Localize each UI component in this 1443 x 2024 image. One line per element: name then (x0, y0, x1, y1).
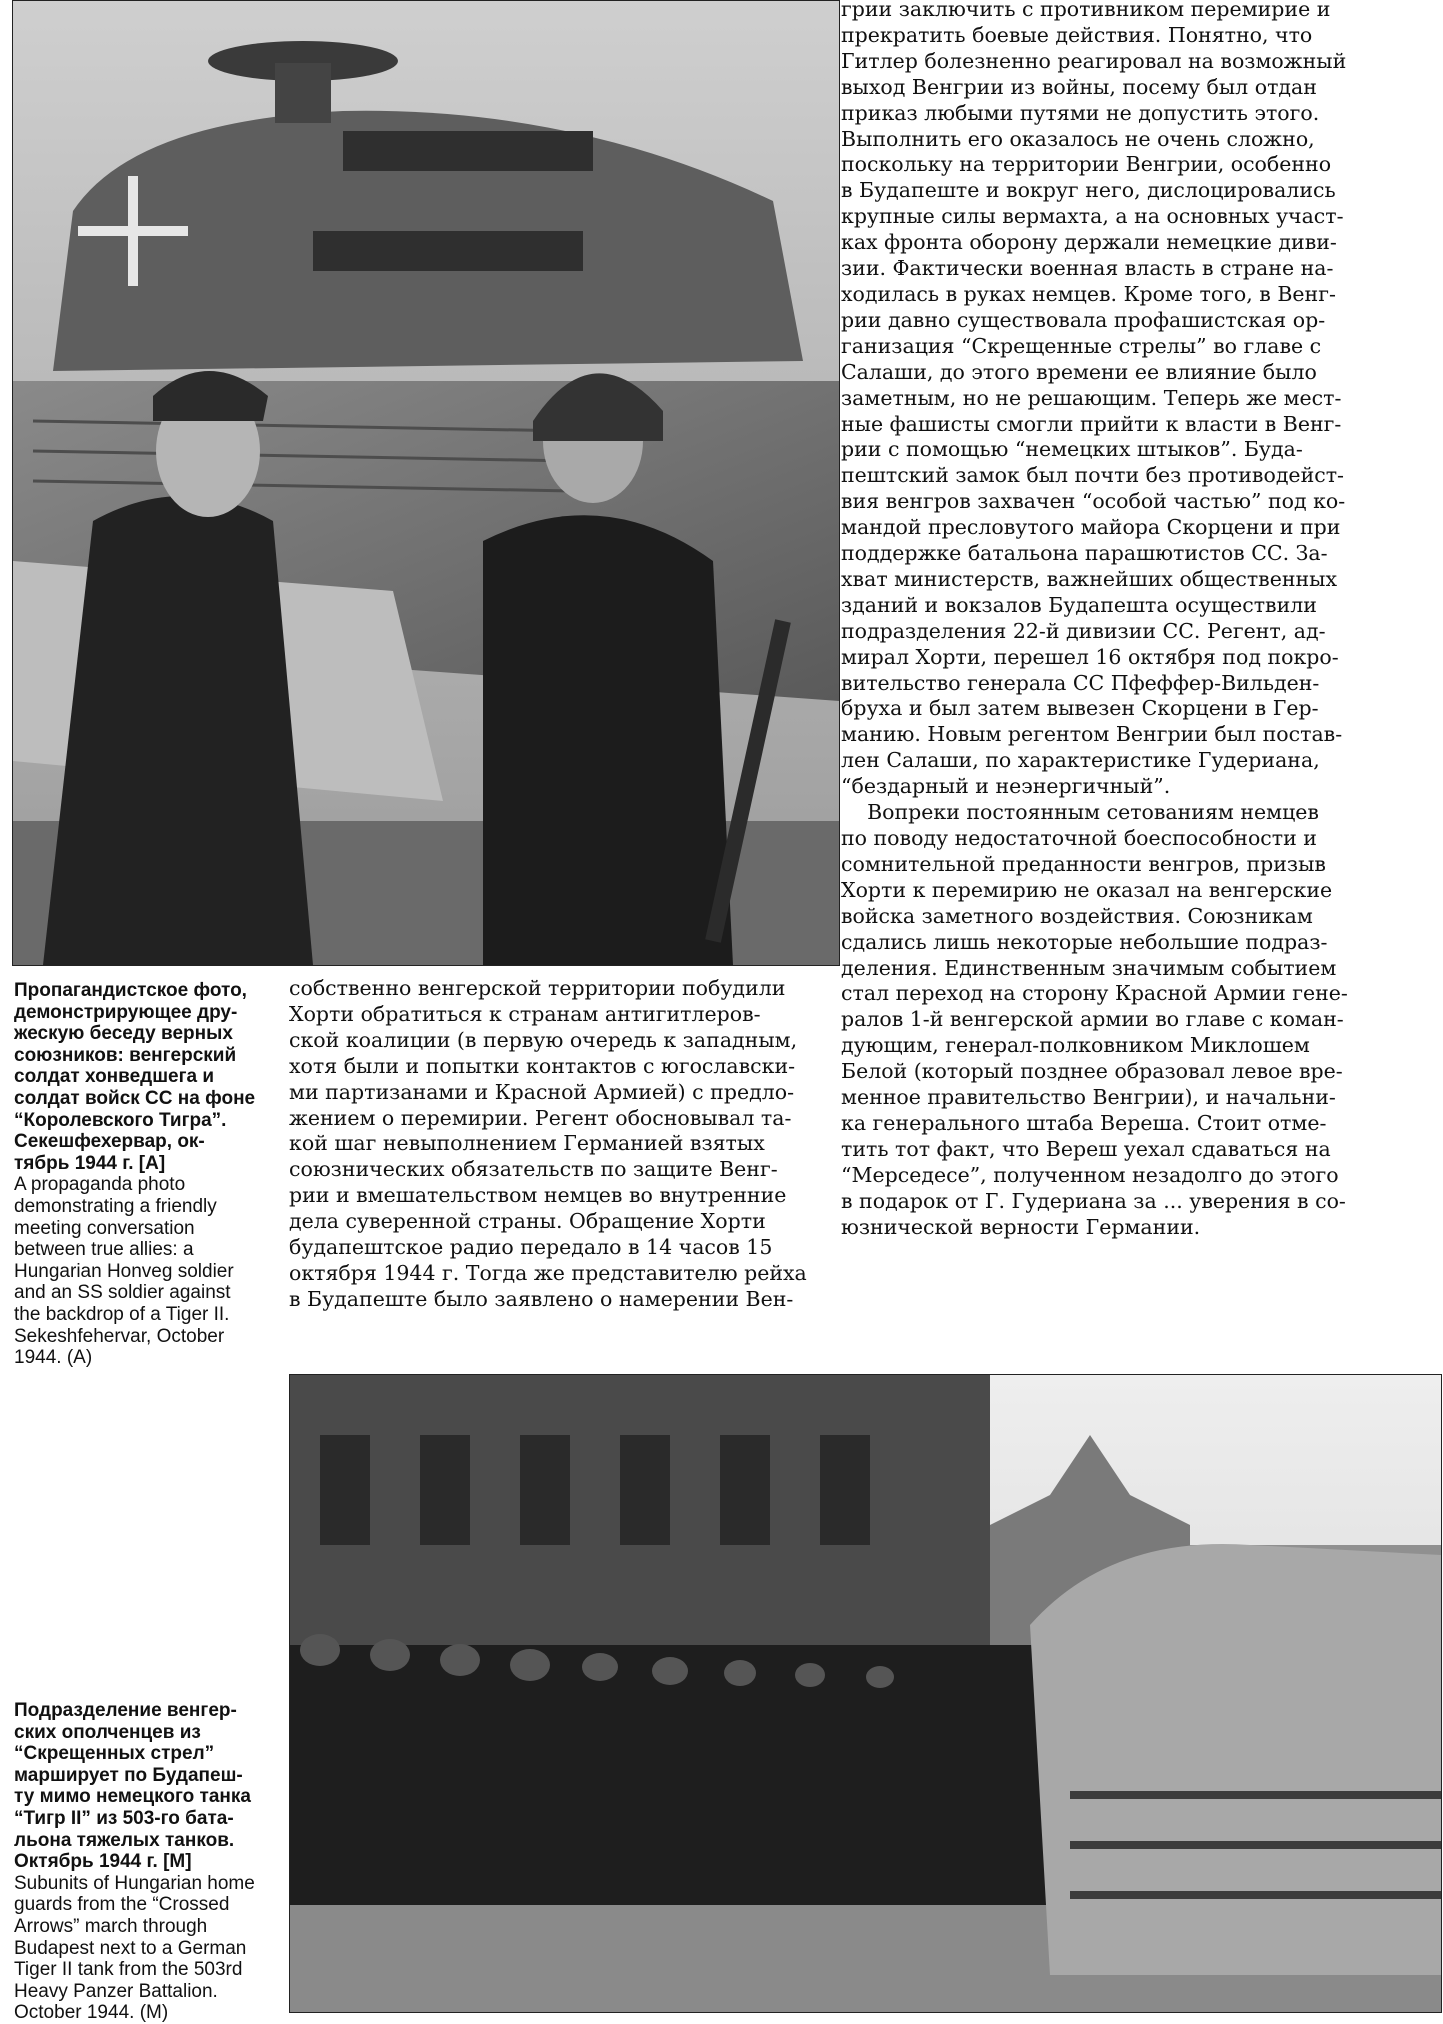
text-line: прекратить боевые действия. Понятно, что (841, 22, 1313, 47)
caption-russian: Пропагандистское фото, демонстрирующее дру- жескую беседу верных союзников: венгерский солдат хонведшега и солдат войск СС на фоне “Королевского Тигра”. Секешфехервар, ок- тябрь 1944 г. [A] (14, 980, 256, 1174)
text-line: сомнительной преданности венгров, призыв (841, 851, 1326, 876)
text-line: в Будапеште и вокруг него, дислоцировались (841, 178, 1336, 203)
text-line: вительство генерала СС Пфеффер-Вильден- (841, 670, 1320, 695)
text-line: стал переход на сторону Красной Армии гене- (841, 981, 1348, 1006)
text-line: бруха и был затем вывезен Скорцени в Гер- (841, 696, 1319, 721)
text-line: лен Салаши, по характеристике Гудериана, (841, 748, 1320, 773)
text-line: рии давно существовала профашистская ор- (841, 307, 1326, 332)
text-line: Выполнить его оказалось не очень сложно, (841, 126, 1315, 151)
caption-russian: Подразделение венгер- ских ополченцев из “Скрещенных стрел” марширует по Будапеш- ту мимо немецкого танка “Тигр II” из 503-го бата- льона тяжелых танков. Октябрь 1944 г. [M] (14, 1700, 251, 1873)
text-line: мандой пресловутого майора Скорцени и при (841, 515, 1341, 540)
text-line: октября 1944 г. Тогда же представителю рейха (289, 1260, 807, 1285)
text-line: войска заметного воздействия. Союзникам (841, 903, 1313, 928)
text-line: заметным, но не решающим. Теперь же мест- (841, 385, 1342, 410)
text-line: рии с помощью “немецких штыков”. Буда- (841, 437, 1303, 462)
text-line: Белой (который позднее образовал левое вре- (841, 1059, 1343, 1084)
photo-budapest-march-image (290, 1375, 1441, 2012)
text-line: приказ любыми путями не допустить этого. (841, 100, 1320, 125)
text-line: хват министерств, важнейших общественных (841, 566, 1338, 591)
text-line: рии и вмешательством немцев во внутренние (289, 1183, 787, 1208)
photo-caption-bottom (14, 1700, 276, 2024)
text-line: собственно венгерской территории побудили (289, 976, 786, 1000)
text-line: зданий и вокзалов Будапешта осуществили (841, 592, 1317, 617)
text-line: ми партизанами и Красной Армией) с предло- (289, 1079, 795, 1104)
text-line: ходилась в руках немцев. Кроме того, в Венг- (841, 281, 1336, 306)
text-line: Хорти к перемирию не оказал на венгерские (841, 877, 1333, 902)
text-line: ской коалиции (в первую очередь к западным, (289, 1027, 798, 1052)
text-line: дела суверенной страны. Обращение Хорти (289, 1209, 766, 1234)
photo-caption-top (14, 980, 276, 1369)
text-line: манию. Новым регентом Венгрии был постав- (841, 722, 1343, 747)
text-line: ралов 1-й венгерской армии во главе с коман- (841, 1007, 1344, 1032)
text-line: “Мерседесе”, полученном незадолго до этого (841, 1162, 1339, 1187)
text-line: союзнических обязательств по защите Венг- (289, 1157, 778, 1182)
text-line: будапештское радио передало в 14 часов 15 (289, 1235, 773, 1260)
text-line: Гитлер болезненно реагировал на возможный (841, 48, 1347, 73)
caption-english: Subunits of Hungarian home guards from the “Crossed Arrows” march through Budapest next to a German Tiger II tank from the 503rd Heavy Panzer Battalion. October 1944. (M) (14, 1872, 255, 2024)
text-line: жением о перемирии. Регент обосновывал та- (289, 1105, 792, 1130)
photo-tiger-ii-allies (12, 0, 840, 966)
text-line: менное правительство Венгрии), и начальни- (841, 1085, 1336, 1110)
text-line: тить тот факт, что Вереш уехал сдаваться на (841, 1136, 1331, 1161)
article-text-right-column (841, 0, 1441, 1241)
text-line: по поводу недостаточной боеспособности и (841, 826, 1317, 850)
text-line: ганизация “Скрещенные стрелы” во главе с (841, 333, 1322, 358)
text-line: “бездарный и неэнергичный”. (841, 774, 1171, 799)
photo-budapest-march (289, 1374, 1442, 2013)
text-line: хотя были и попытки контактов с югославски- (289, 1053, 796, 1078)
caption-english: A propaganda photo demonstrating a friendly meeting conversation between true allies: a Hungarian Honveg soldier and an SS soldier against the backdrop of a Tiger II. Sekeshfehervar, October 1944. (A) (14, 1174, 234, 1369)
text-line: Хорти обратиться к странам антигитлеров- (289, 1001, 761, 1026)
text-line: ные фашисты смогли прийти к власти в Венг- (841, 411, 1342, 436)
text-line: Вопреки постоянным сетованиям немцев (841, 800, 1319, 825)
text-line: вия венгров захвачен “особой частью” под ко- (841, 489, 1346, 514)
text-line: крупные силы вермахта, а на основных участ- (841, 204, 1344, 229)
text-line: деления. Единственным значимым событием (841, 955, 1337, 980)
text-line: в Будапеште было заявлено о намерении Вен- (289, 1286, 794, 1311)
text-line: Салаши, до этого времени ее влияние было (841, 359, 1317, 384)
text-line: ка генерального штаба Вереша. Стоит отме- (841, 1110, 1327, 1135)
text-line: ках фронта оборону держали немецкие диви- (841, 230, 1337, 255)
photo-tiger-ii-allies-image (13, 1, 839, 965)
article-text-middle-column (289, 976, 837, 1313)
text-line: зии. Фактически военная власть в стране на- (841, 256, 1334, 281)
text-line: мирал Хорти, перешел 16 октября под покро- (841, 644, 1339, 669)
text-line: поддержке батальона парашютистов СС. За- (841, 541, 1328, 566)
text-line: кой шаг невыполнением Германией взятых (289, 1131, 765, 1156)
text-line: пештский замок был почти без противодейст- (841, 463, 1344, 488)
text-line: в подарок от Г. Гудериана за ... уверения в со- (841, 1188, 1346, 1213)
text-line: юзнической верности Германии. (841, 1214, 1201, 1239)
text-line: выход Венгрии из войны, посему был отдан (841, 74, 1317, 99)
text-line: подразделения 22-й дивизии СС. Регент, ад- (841, 618, 1326, 643)
text-line: сдались лишь некоторые небольшие подраз- (841, 929, 1328, 954)
text-line: грии заключить с противником перемирие и (841, 0, 1331, 21)
text-line: поскольку на территории Венгрии, особенно (841, 152, 1332, 177)
text-line: дующим, генерал-полковником Миклошем (841, 1033, 1310, 1058)
